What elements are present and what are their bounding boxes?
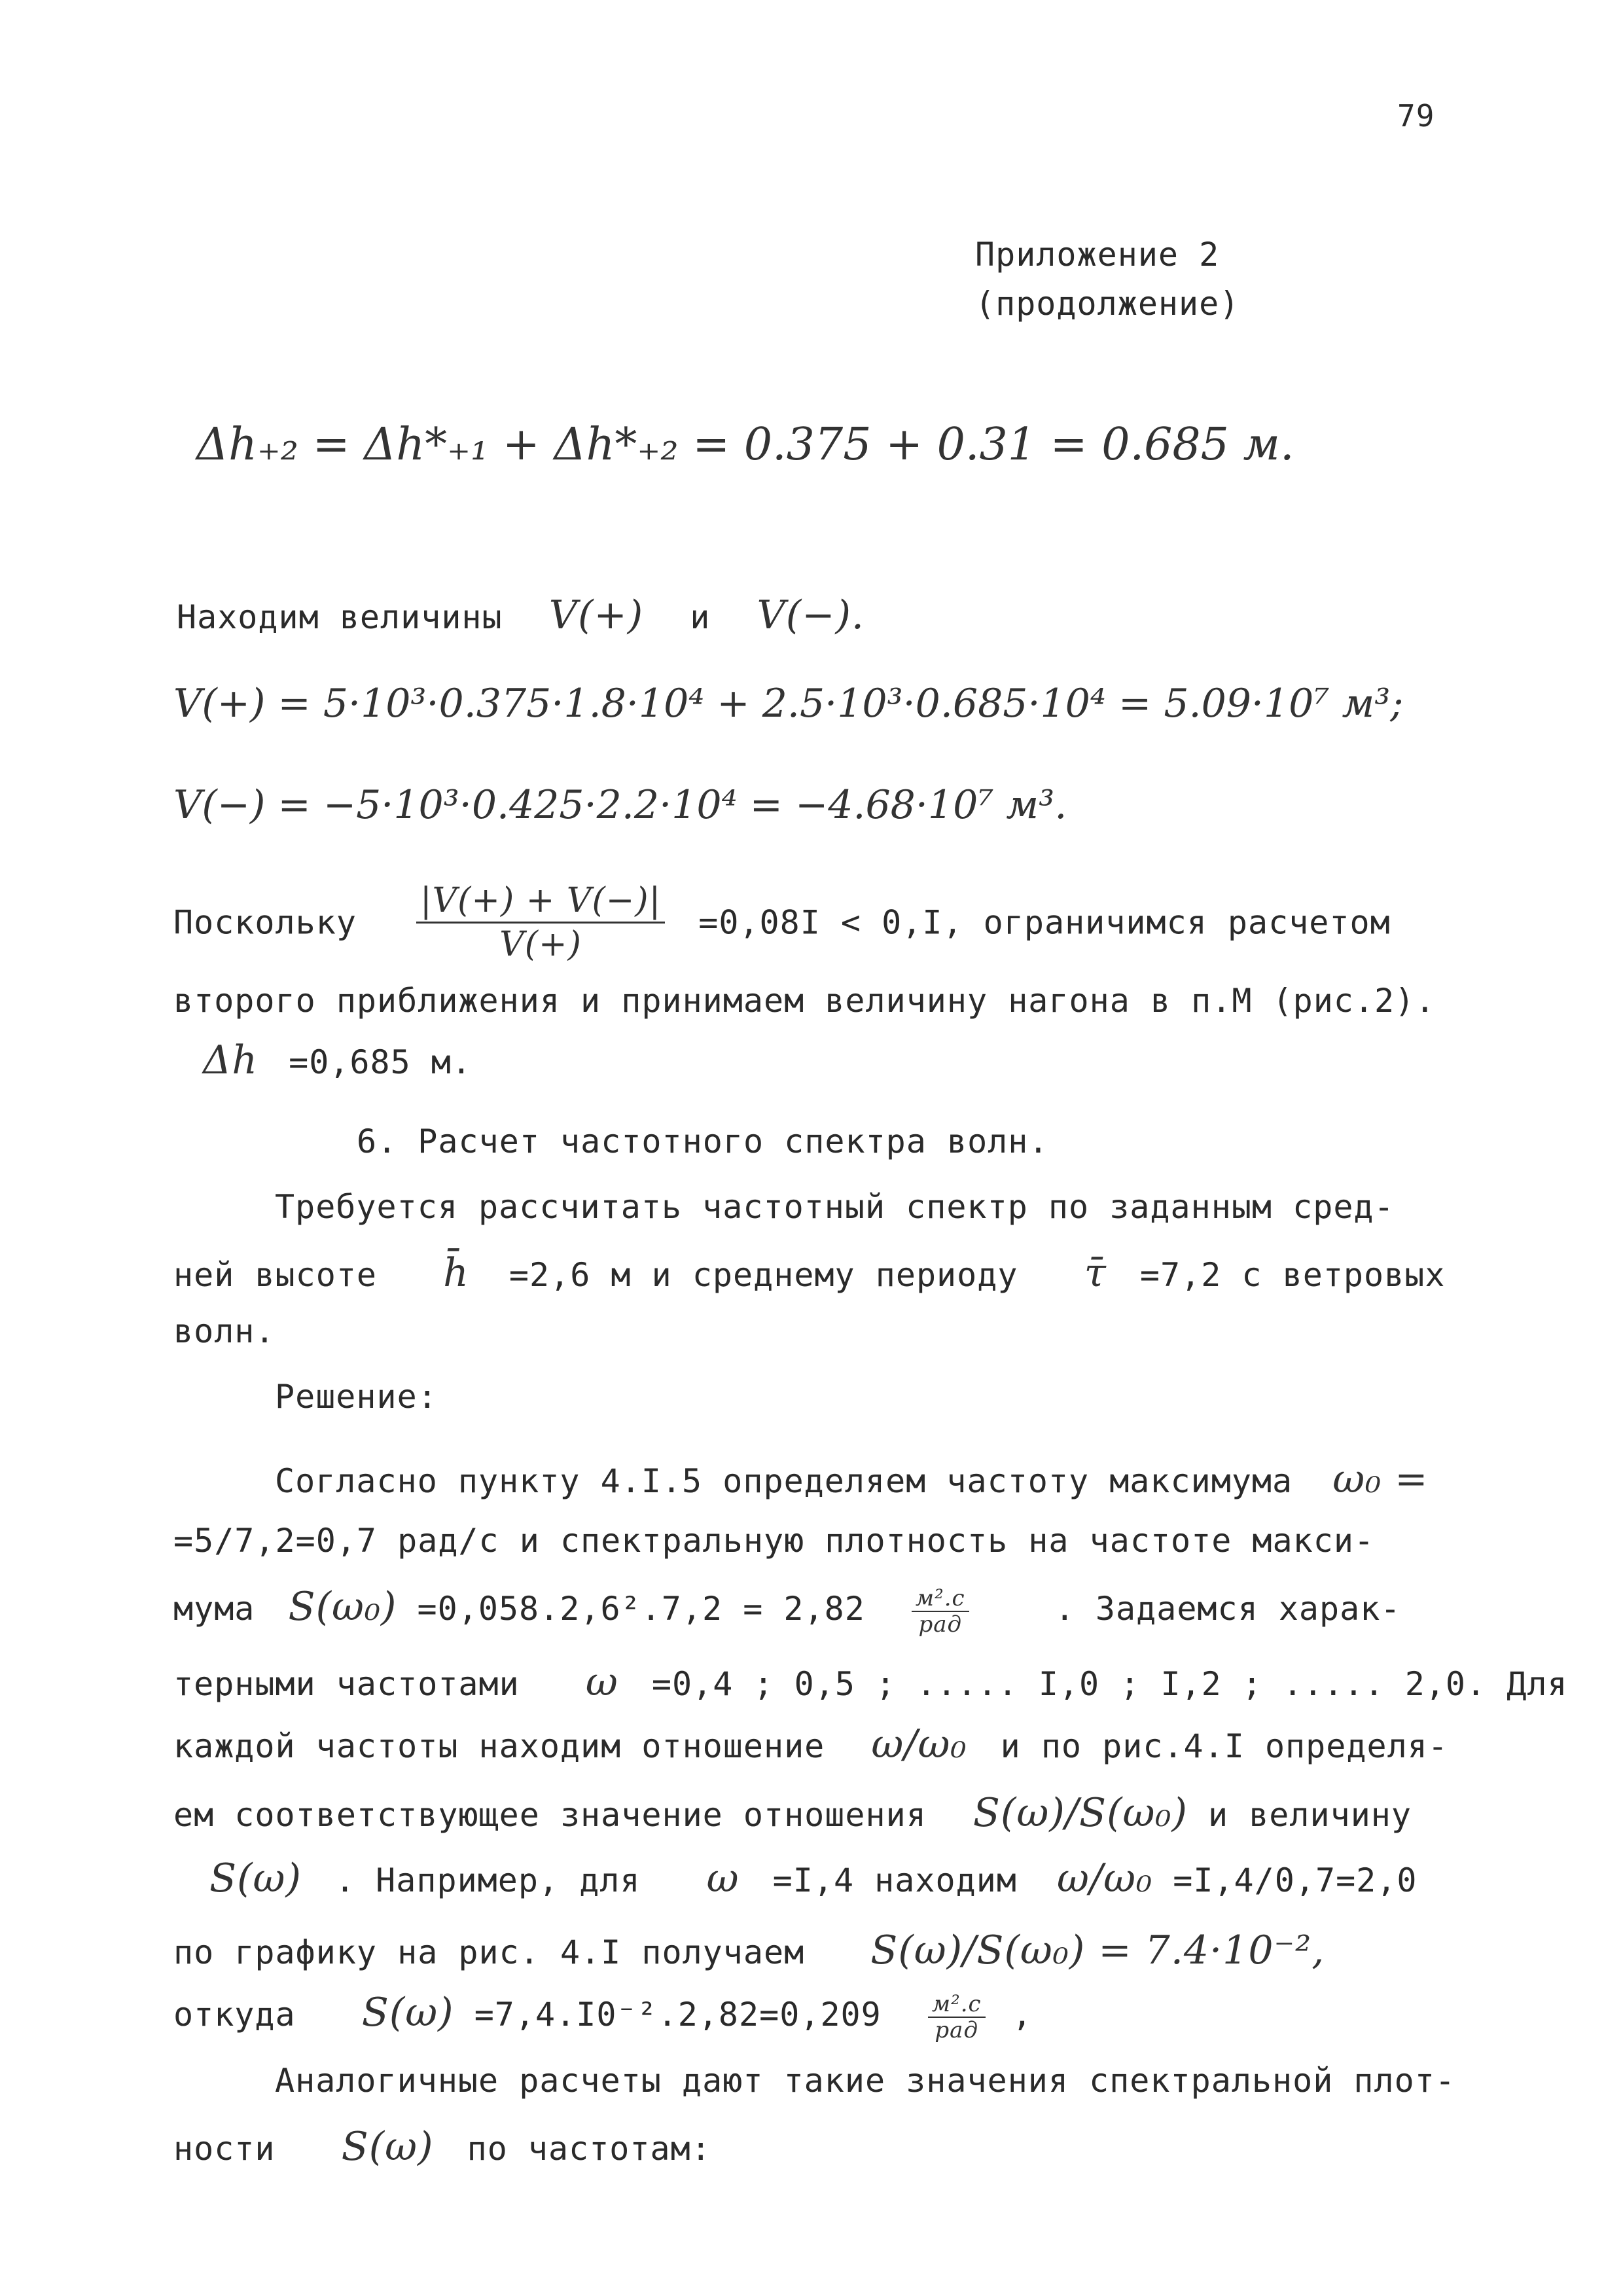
task-line-3: волн. xyxy=(173,1312,276,1350)
section-heading: 6. Расчет частотного спектра волн. xyxy=(357,1122,1049,1160)
appendix-subtitle: (продолжение) xyxy=(975,285,1240,323)
formula-v-minus: V(−) = −5·10³·0.425·2.2·10⁴ = −4.68·10⁷ м³. xyxy=(173,782,1067,828)
analog-line-1: Аналогичные расчеты дают такие значения спектральной плот- xyxy=(275,2062,1455,2100)
ratio-denominator: V(+) xyxy=(499,925,582,964)
solution-line-6 xyxy=(173,1790,1412,1836)
solution-line-7-b: =I,4 находим xyxy=(772,1861,1017,1899)
solution-line-1-a: Согласно пункту 4.I.5 определяем частоту максимума xyxy=(275,1462,1293,1500)
solution-line-9-a: откуда xyxy=(173,1996,296,2034)
unit-fraction-2-num: м².с xyxy=(928,1993,986,2018)
solution-line-5 xyxy=(173,1721,1448,1767)
unit-fraction-2 xyxy=(928,1990,986,2043)
solution-line-3-a: мума xyxy=(173,1590,255,1628)
solution-line-9 xyxy=(173,1990,1033,2041)
unit-fraction-1-num: м².с xyxy=(912,1587,969,1612)
omega0-symbol: ω₀ = xyxy=(1332,1456,1429,1502)
solution-line-1 xyxy=(275,1456,1429,1502)
s-omega-symbol-2: S(ω) xyxy=(361,1990,454,2036)
s-ratio-formula: S(ω)/S(ω₀) = 7.4·10⁻², xyxy=(870,1928,1325,1973)
formula-dh-total: Δh₊₂ = Δh*₊₁ + Δh*₊₂ = 0.375 + 0.31 = 0.685 м. xyxy=(196,419,1294,471)
find-values-line xyxy=(177,592,865,638)
analog-line-2-b: по частотам: xyxy=(467,2130,711,2168)
omega-ratio-symbol: ω/ω₀ xyxy=(871,1721,967,1767)
dh-symbol: Δh xyxy=(203,1037,258,1083)
solution-line-8 xyxy=(173,1928,1325,1973)
solution-line-4 xyxy=(173,1659,1568,1705)
since-word: Поскольку xyxy=(173,903,357,942)
s-omega-symbol-3: S(ω) xyxy=(341,2124,434,2170)
v-plus-symbol: V(+) xyxy=(548,592,644,638)
unit-fraction-1-den: рад xyxy=(918,1611,963,1638)
solution-line-4-b: =0,4 ; 0,5 ; ..... I,0 ; I,2 ; ..... 2,0. Для xyxy=(651,1665,1568,1703)
analog-line-2 xyxy=(173,2124,711,2170)
task-line-1: Требуется рассчитать частотный спектр по заданным сред- xyxy=(275,1188,1395,1226)
solution-line-3 xyxy=(173,1584,1400,1636)
v-minus-symbol: V(−). xyxy=(757,592,865,638)
h-bar-symbol: h̄ xyxy=(443,1250,469,1296)
dh-value: =0,685 м. xyxy=(289,1043,473,1081)
s-ratio-symbol: S(ω)/S(ω₀) xyxy=(972,1790,1188,1836)
task-line-2-a: ней высоте xyxy=(173,1256,378,1294)
solution-line-6-a: ем соответствующее значение отношения xyxy=(173,1796,927,1834)
appendix-title: Приложение 2 xyxy=(975,236,1220,274)
solution-line-9-b: =7,4.I0⁻².2,82=0,209 xyxy=(474,1996,882,2034)
solution-line-3-b: =0,058.2,6².7,2 = 2,82 xyxy=(417,1590,865,1628)
solution-line-9-c: , xyxy=(1012,1996,1033,2034)
solution-line-7 xyxy=(209,1856,1417,1901)
analog-line-2-a: ности xyxy=(173,2130,276,2168)
omega-symbol: ω xyxy=(585,1659,618,1705)
and-word: и xyxy=(690,598,711,636)
dh-result-line xyxy=(203,1037,472,1083)
ratio-numerator: |V(+) + V(−)| xyxy=(416,884,665,924)
s-omega-symbol: S(ω) xyxy=(209,1856,302,1901)
unit-fraction-1 xyxy=(912,1587,969,1636)
solution-line-4-a: терными частотами xyxy=(173,1665,520,1703)
page-number: 79 xyxy=(1397,98,1435,134)
find-values-prefix: Находим величины xyxy=(177,598,503,636)
unit-fraction-2-den: рад xyxy=(935,2017,978,2043)
task-line-2-b: =2,6 м и среднему периоду xyxy=(508,1256,1018,1294)
solution-line-3-c: . Задаемся харак- xyxy=(1054,1590,1401,1628)
solution-line-8-a: по графику на рис. 4.I получаем xyxy=(173,1933,805,1971)
formula-v-plus: V(+) = 5·10³·0.375·1.8·10⁴ + 2.5·10³·0.685·10⁴ = 5.09·10⁷ м³; xyxy=(173,681,1404,726)
omega-symbol-2: ω xyxy=(706,1856,740,1901)
solution-line-5-a: каждой частоты находим отношение xyxy=(173,1727,825,1765)
since-rest: =0,08I < 0,I, ограничимся расчетом xyxy=(698,903,1391,942)
omega-ratio-symbol-2: ω/ω₀ xyxy=(1057,1856,1153,1901)
solution-line-7-c: =I,4/0,7=2,0 xyxy=(1173,1861,1418,1899)
solution-line-2: =5/7,2=0,7 рад/с и спектральную плотность на частоте макси- xyxy=(173,1522,1375,1560)
solution-line-5-b: и по рис.4.I определя- xyxy=(1000,1727,1448,1765)
solution-line-6-b: и величину xyxy=(1207,1796,1412,1834)
solution-line-7-a: . Например, для xyxy=(334,1861,641,1899)
tau-bar-symbol: τ̄ xyxy=(1084,1250,1107,1296)
task-line-2 xyxy=(173,1250,1445,1296)
task-line-2-c: =7,2 с ветровых xyxy=(1139,1256,1446,1294)
since-line xyxy=(173,881,1391,964)
ratio-fraction xyxy=(416,881,665,964)
second-approx-line: второго приближения и принимаем величину нагона в п.М (рис.2). xyxy=(173,982,1436,1020)
s-omega0-symbol: S(ω₀) xyxy=(288,1584,397,1630)
solution-label: Решение: xyxy=(275,1378,438,1416)
